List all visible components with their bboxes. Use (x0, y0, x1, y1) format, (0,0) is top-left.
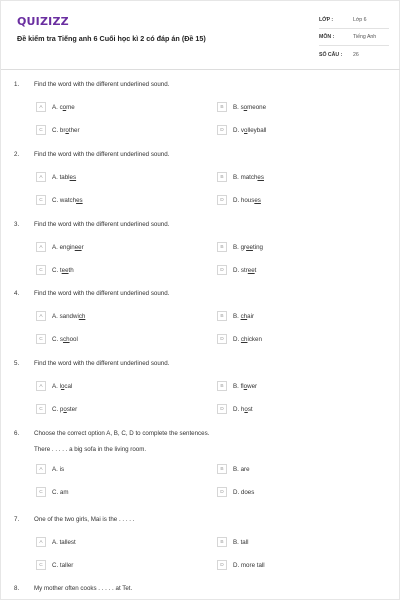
meta-value: Tiếng Anh (353, 34, 377, 40)
underlined-sound: es (257, 173, 264, 181)
meta-row-subject (319, 29, 389, 46)
underlined-sound: o (244, 126, 248, 134)
underlined-sound: ch (240, 312, 248, 320)
underlined-sound: es (76, 196, 83, 204)
question-text: Choose the correct option A, B, C, D to complete the sentences. (34, 430, 210, 437)
answer-option-a[interactable] (36, 310, 85, 322)
answer-option-c[interactable] (36, 194, 83, 206)
answer-option-c[interactable] (36, 559, 73, 571)
option-text: D. host (233, 405, 253, 413)
option-letter-box: D (217, 265, 227, 275)
option-text: D. does (233, 488, 255, 496)
option-letter-box: A (36, 102, 46, 112)
option-letter-box: B (217, 381, 227, 391)
answer-option-c[interactable] (36, 333, 78, 345)
answer-option-b[interactable] (217, 101, 266, 113)
option-text: C. taller (52, 561, 74, 569)
page-title: Đề kiểm tra Tiếng anh 6 Cuối học kì 2 có đáp án (Đề 15) (17, 34, 206, 43)
answer-option-b[interactable] (217, 171, 264, 183)
option-letter-box: D (217, 334, 227, 344)
answer-option-a[interactable] (36, 536, 76, 548)
option-letter-box: B (217, 464, 227, 474)
option-letter-box: A (36, 381, 46, 391)
option-letter-box: C (36, 404, 46, 414)
answer-option-a[interactable] (36, 380, 72, 392)
option-text: D. street (233, 266, 257, 274)
option-text: A. is (52, 465, 65, 473)
answer-option-d[interactable] (217, 486, 254, 498)
option-text: B. tall (233, 538, 249, 546)
option-letter-box: C (36, 487, 46, 497)
answer-option-c[interactable] (36, 486, 69, 498)
underlined-sound: ch (78, 312, 86, 320)
option-text: B. flower (233, 382, 258, 390)
meta-row-class (319, 12, 389, 29)
underlined-sound: ee (74, 243, 82, 251)
option-letter-box: D (217, 125, 227, 135)
answer-option-d[interactable] (217, 194, 261, 206)
question-text: Find the word with the different underlined sound. (34, 360, 170, 367)
option-letter-box: C (36, 195, 46, 205)
answer-option-a[interactable] (36, 463, 64, 475)
option-text: A. tallest (52, 538, 76, 546)
meta-value: Lớp 6 (353, 17, 367, 23)
answer-option-d[interactable] (217, 124, 266, 136)
question-sentence: There . . . . . a big sofa in the living room. (34, 446, 147, 453)
quizizz-logo: QUIZIZZ (17, 15, 69, 28)
option-letter-box: B (217, 311, 227, 321)
answer-option-d[interactable] (217, 403, 253, 415)
meta-key: MÔN : (319, 34, 335, 40)
question-text: Find the word with the different underlined sound. (34, 151, 170, 158)
option-letter-box: D (217, 560, 227, 570)
question-number: 3. (14, 221, 20, 228)
option-letter-box: D (217, 487, 227, 497)
option-letter-box: A (36, 311, 46, 321)
underlined-sound: ee (61, 266, 69, 274)
option-text: C. am (52, 488, 69, 496)
answer-option-c[interactable] (36, 403, 77, 415)
option-letter-box: C (36, 125, 46, 135)
underlined-sound: es (69, 173, 77, 181)
option-text: B. someone (233, 103, 267, 111)
question-number: 2. (14, 151, 20, 158)
answer-option-b[interactable] (217, 536, 248, 548)
answer-option-d[interactable] (217, 333, 262, 345)
question-number: 6. (14, 430, 20, 437)
answer-option-b[interactable] (217, 241, 263, 253)
option-text: C. poster (52, 405, 78, 413)
option-text: C. watches (52, 196, 83, 204)
underlined-sound: o (65, 126, 69, 134)
underlined-sound: o (244, 405, 248, 413)
option-letter-box: D (217, 195, 227, 205)
option-letter-box: A (36, 172, 46, 182)
question-number: 7. (14, 516, 20, 523)
option-letter-box: B (217, 537, 227, 547)
question-number: 8. (14, 585, 20, 592)
option-letter-box: B (217, 102, 227, 112)
option-text: A. tables (52, 173, 77, 181)
option-letter-box: B (217, 172, 227, 182)
answer-option-a[interactable] (36, 101, 75, 113)
answer-option-b[interactable] (217, 310, 254, 322)
underlined-sound: o (63, 405, 67, 413)
option-letter-box: B (217, 242, 227, 252)
answer-option-d[interactable] (217, 559, 265, 571)
option-letter-box: C (36, 560, 46, 570)
answer-option-c[interactable] (36, 124, 80, 136)
question-number: 1. (14, 81, 20, 88)
option-text: A. sandwich (52, 312, 86, 320)
option-text: A. come (52, 103, 75, 111)
underlined-sound: ee (247, 266, 255, 274)
answer-option-b[interactable] (217, 380, 257, 392)
question-text: One of the two girls, Mai is the . . . . . (34, 516, 135, 523)
option-text: B. are (233, 465, 250, 473)
option-text: C. teeth (52, 266, 74, 274)
option-text: B. matches (233, 173, 264, 181)
question-number: 5. (14, 360, 20, 367)
option-letter-box: D (217, 404, 227, 414)
option-text: B. greeting (233, 243, 263, 251)
answer-option-a[interactable] (36, 241, 84, 253)
underlined-sound: ee (246, 243, 253, 251)
answer-option-c[interactable] (36, 264, 74, 276)
answer-option-d[interactable] (217, 264, 256, 276)
meta-key: SỐ CÂU : (319, 51, 343, 58)
underlined-sound: es (254, 196, 261, 204)
option-text: D. volleyball (233, 126, 267, 134)
option-text: C. brother (52, 126, 80, 134)
meta-row-count (319, 46, 389, 63)
option-letter-box: A (36, 464, 46, 474)
answer-option-b[interactable] (217, 463, 250, 475)
option-text: C. school (52, 335, 78, 343)
option-letter-box: C (36, 334, 46, 344)
question-text: Find the word with the different underlined sound. (34, 221, 170, 228)
meta-table (319, 12, 389, 63)
header-divider (1, 69, 400, 70)
underlined-sound: o (243, 382, 248, 390)
meta-key: LỚP : (319, 17, 334, 23)
option-text: A. local (52, 382, 73, 390)
option-text: D. more tall (233, 561, 265, 569)
underlined-sound: o (62, 103, 67, 111)
answer-option-a[interactable] (36, 171, 76, 183)
underlined-sound: o (243, 103, 248, 111)
option-letter-box: A (36, 242, 46, 252)
question-number: 4. (14, 290, 20, 297)
option-text: D. houses (233, 196, 261, 204)
option-letter-box: C (36, 265, 46, 275)
option-text: B. chair (233, 312, 255, 320)
underlined-sound: ch (240, 335, 248, 343)
option-letter-box: A (36, 537, 46, 547)
option-text: D. chicken (233, 335, 262, 343)
question-text: Find the word with the different underlined sound. (34, 81, 170, 88)
meta-value: 26 (353, 51, 359, 58)
option-text: A. engineer (52, 243, 84, 251)
question-text: Find the word with the different underlined sound. (34, 290, 170, 297)
underlined-sound: ch (63, 335, 70, 343)
question-text: My mother often cooks . . . . . at Tet. (34, 585, 133, 592)
underlined-sound: o (60, 382, 65, 390)
